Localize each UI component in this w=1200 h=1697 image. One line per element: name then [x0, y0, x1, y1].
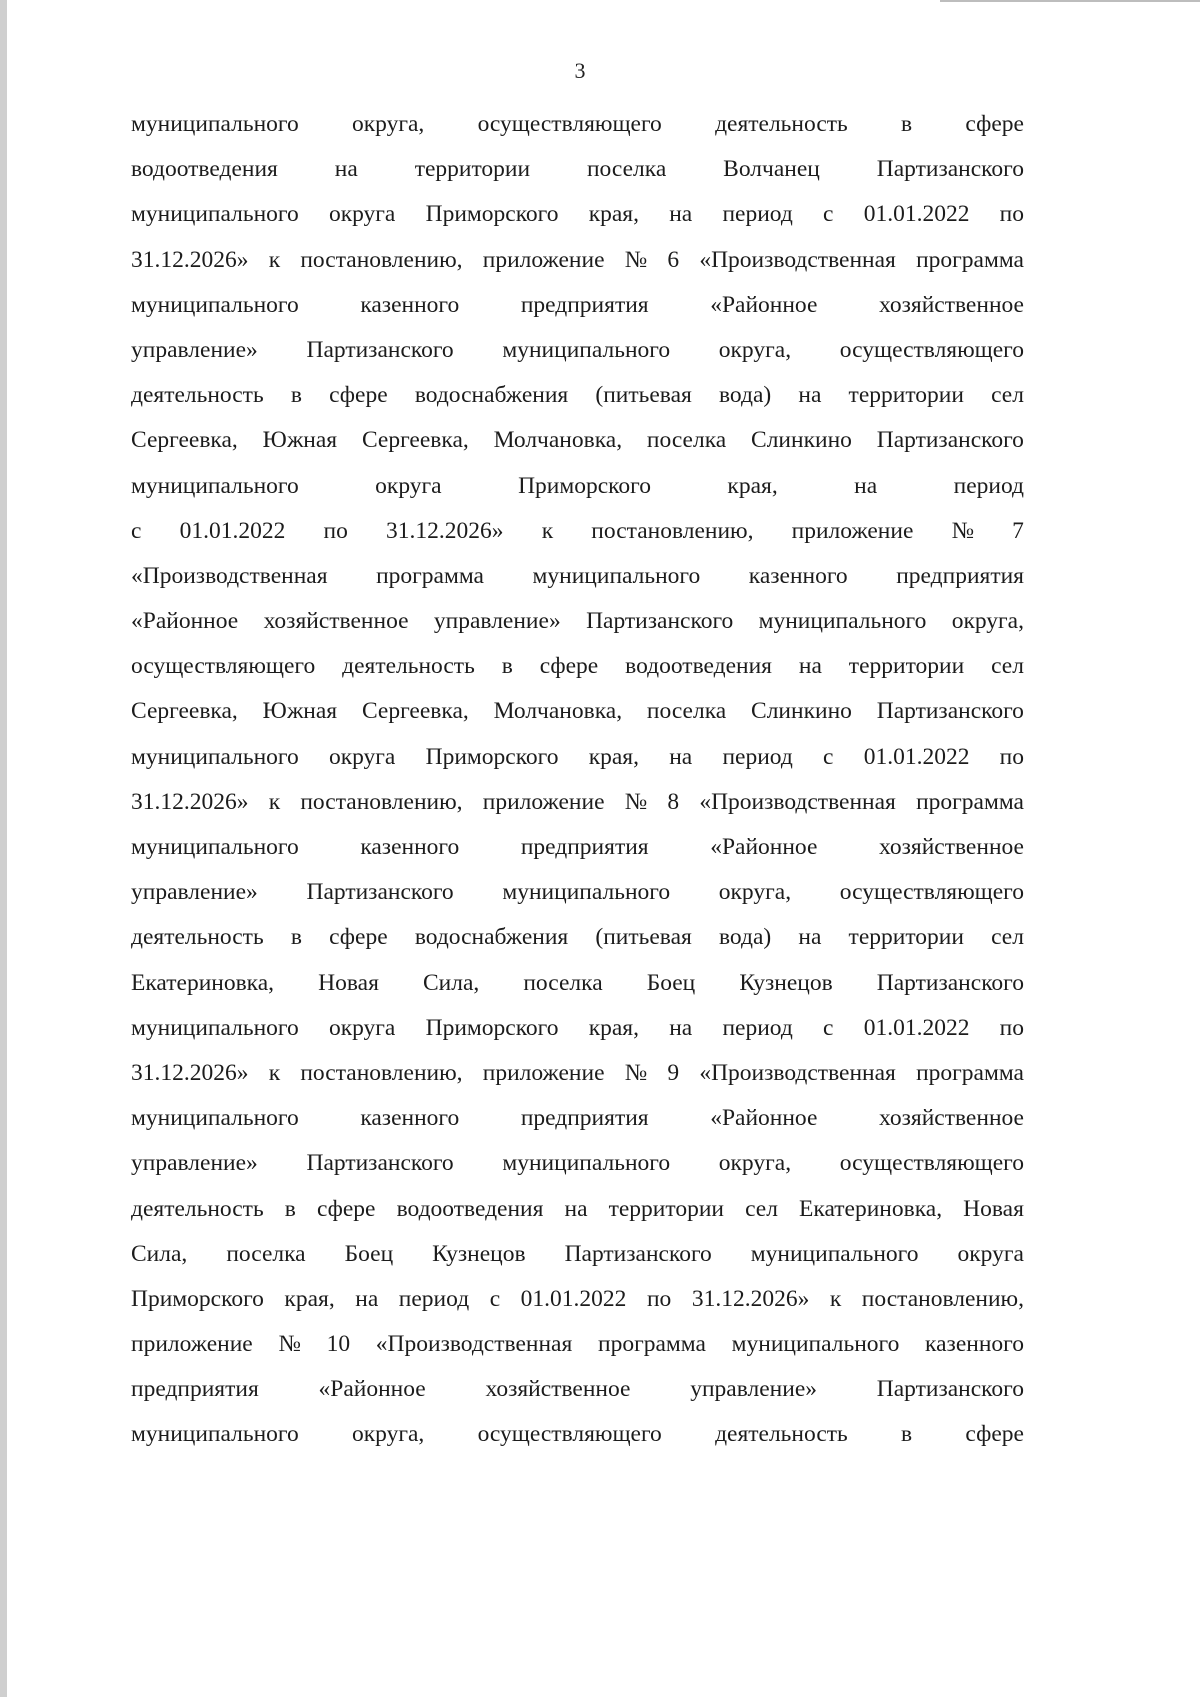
text-line [131, 154, 1024, 199]
text-line [131, 1239, 1024, 1284]
word: (питьевая [595, 382, 692, 409]
word: поселка [523, 969, 603, 996]
word: поселка [226, 1240, 306, 1267]
word: сфере [539, 653, 599, 680]
text-line [131, 1013, 1024, 1058]
word: 31.12.2026» [386, 517, 504, 544]
word: к [541, 517, 554, 544]
word: программа [916, 246, 1024, 273]
word: управление» [131, 336, 258, 363]
word: сфере [316, 1195, 376, 1222]
word: на [355, 1285, 379, 1312]
word: в [501, 653, 513, 680]
word: Новая [963, 1195, 1024, 1222]
word: Партизанского [586, 608, 734, 635]
word: постановлению, [300, 788, 463, 815]
word: края, [727, 472, 778, 499]
word: приложение [791, 517, 914, 544]
word: территории [414, 156, 531, 183]
word: Приморского [518, 472, 651, 499]
word: осуществляющего [839, 336, 1024, 363]
text-line [131, 606, 1024, 651]
word: «Производственная [699, 1059, 896, 1086]
word: Партизанского [876, 427, 1024, 454]
text-line [131, 1374, 1024, 1419]
word: сел [991, 382, 1024, 409]
word: по [999, 1014, 1024, 1041]
word: по [999, 201, 1024, 228]
word: казенного [360, 834, 460, 860]
word: Боец [646, 969, 696, 996]
text-line [131, 516, 1024, 561]
word: «Районное [710, 834, 818, 860]
text-line [131, 1194, 1024, 1239]
word: «Районное [318, 1376, 426, 1403]
word: территории [848, 924, 964, 951]
word: «Производственная [131, 562, 328, 589]
word: хозяйственное [263, 608, 409, 635]
word: на [798, 924, 822, 951]
word: на [669, 1014, 693, 1041]
text-line [131, 787, 1024, 832]
word: Партизанского [306, 336, 454, 363]
word: с [823, 201, 834, 228]
text-line [131, 1148, 1024, 1193]
word: Приморского [131, 1285, 264, 1312]
word: края, [284, 1285, 335, 1312]
word: № [624, 788, 648, 815]
word: Приморского [425, 201, 559, 228]
word: к [829, 1285, 842, 1312]
word: хозяйственное [879, 1105, 1024, 1132]
word: муниципального [502, 879, 671, 906]
word: Екатериновка, [799, 1195, 943, 1222]
word: водоотведения [396, 1195, 544, 1222]
text-line [131, 922, 1024, 967]
word: муниципального [131, 1014, 299, 1041]
word: Молчановка, [493, 698, 623, 725]
word: программа [598, 1331, 706, 1358]
word: Партизанского [876, 156, 1024, 183]
word: муниципального [750, 1240, 919, 1267]
word: на [798, 382, 822, 409]
word: № [278, 1331, 301, 1358]
word: Сергеевка, [361, 427, 469, 454]
word: с [489, 1285, 501, 1312]
word: Молчановка, [493, 427, 623, 454]
text-line [131, 1103, 1024, 1148]
word: казенного [360, 1105, 460, 1132]
word: Волчанец [723, 156, 820, 183]
word: «Районное [710, 1105, 818, 1132]
word: № [624, 246, 648, 273]
word: поселка [646, 427, 727, 454]
word: сфере [329, 924, 388, 951]
text-line [131, 290, 1024, 335]
word: постановлению, [591, 517, 754, 544]
word: на [564, 1195, 588, 1222]
word: на [798, 653, 822, 680]
word: хозяйственное [879, 291, 1024, 318]
word: осуществляющего [477, 1421, 662, 1448]
word: края, [588, 201, 639, 228]
word: предприятия [131, 1376, 259, 1403]
word: 6 [667, 246, 680, 273]
word: «Производственная [375, 1331, 573, 1358]
word: 9 [667, 1059, 680, 1086]
scan-edge [0, 0, 7, 1697]
word: приложение [482, 246, 605, 273]
word: на [334, 156, 358, 183]
word: предприятия [520, 291, 649, 318]
text-line [131, 832, 1024, 877]
word: Сергеевка, [131, 698, 238, 725]
word: муниципального [131, 743, 299, 770]
word: предприятия [520, 1105, 649, 1132]
word: по [323, 517, 348, 544]
word: программа [916, 788, 1024, 815]
word: сел [991, 653, 1024, 680]
word: 31.12.2026» [131, 1059, 249, 1086]
word: 01.01.2022 [863, 743, 970, 770]
word: казенного [925, 1331, 1024, 1358]
word: округа [328, 743, 396, 770]
word: муниципального [131, 1105, 299, 1132]
word: поселка [646, 698, 727, 725]
word: муниципального [131, 201, 299, 228]
word: водоснабжения [414, 382, 569, 409]
text-line [131, 696, 1024, 741]
word: округа, [718, 336, 792, 363]
word: деятельность [715, 1421, 848, 1448]
word: сел [745, 1195, 778, 1222]
word: муниципального [731, 1331, 900, 1358]
text-line [131, 199, 1024, 244]
word: округа [375, 472, 442, 499]
word: муниципального [502, 1150, 671, 1177]
word: округа, [718, 1150, 792, 1177]
word: период [722, 1014, 793, 1041]
word: № [624, 1059, 648, 1086]
text-line [131, 561, 1024, 606]
word: Партизанского [306, 879, 454, 906]
word: постановлению, [300, 246, 463, 273]
word: округа, [718, 879, 792, 906]
word: муниципального [131, 291, 299, 318]
word: водоотведения [131, 156, 278, 183]
word: Южная [262, 698, 338, 725]
word: Кузнецов [739, 969, 833, 996]
word: в [290, 382, 302, 409]
word: с [823, 1014, 834, 1041]
word: Партизанского [876, 698, 1024, 725]
word: программа [916, 1059, 1024, 1086]
word: осуществляющего [131, 653, 316, 680]
word: Сергеевка, [131, 427, 238, 454]
word: округа, [351, 111, 425, 137]
text-line [131, 1419, 1024, 1464]
word: управление» [433, 608, 561, 635]
word: водоотведения [625, 653, 772, 680]
word: сел [991, 924, 1024, 951]
word: Боец [344, 1240, 394, 1267]
word: 31.12.2026» [131, 246, 249, 273]
word: к [268, 788, 281, 815]
word: деятельность [131, 382, 264, 409]
word: в [284, 1195, 296, 1222]
word: постановлению, [861, 1285, 1024, 1312]
word: муниципального [758, 608, 927, 635]
word: Приморского [425, 1014, 559, 1041]
text-line [131, 1058, 1024, 1103]
word: предприятия [896, 562, 1024, 589]
word: с [131, 517, 142, 544]
word: округа [328, 1014, 396, 1041]
word: казенного [360, 291, 460, 318]
word: «Производственная [699, 788, 896, 815]
word: к [268, 1059, 281, 1086]
word: с [823, 743, 834, 770]
word: Сергеевка, [361, 698, 469, 725]
word: 01.01.2022 [863, 201, 970, 228]
word: территории [608, 1195, 724, 1222]
word: Сила, [131, 1240, 188, 1267]
word: приложение [482, 788, 605, 815]
word: осуществляющего [477, 111, 662, 137]
text-line [131, 742, 1024, 787]
word: на [669, 201, 693, 228]
word: в [290, 924, 302, 951]
word: деятельность [131, 924, 264, 951]
word: управление» [131, 1150, 258, 1177]
word: Новая [318, 969, 379, 996]
word: Сила, [422, 969, 480, 996]
word: № [951, 517, 974, 544]
word: сфере [329, 382, 388, 409]
word: муниципального [502, 336, 671, 363]
word: 01.01.2022 [520, 1285, 627, 1312]
word: хозяйственное [485, 1376, 631, 1403]
word: деятельность [715, 111, 848, 137]
text-line [131, 380, 1024, 425]
word: «Районное [131, 608, 239, 635]
word: 01.01.2022 [179, 517, 286, 544]
page-number: 3 [574, 58, 586, 83]
word: по [646, 1285, 672, 1312]
text-line [131, 109, 1024, 154]
word: 01.01.2022 [863, 1014, 970, 1041]
word: к [268, 246, 281, 273]
word: Слинкино [751, 698, 852, 725]
word: Кузнецов [432, 1240, 526, 1267]
text-line [131, 335, 1024, 380]
word: период [722, 201, 793, 228]
text-line [131, 1329, 1024, 1374]
word: сфере [965, 111, 1024, 137]
word: поселка [586, 156, 667, 183]
word: Партизанского [876, 1376, 1024, 1403]
word: 31.12.2026» [131, 788, 249, 815]
text-line [131, 471, 1024, 516]
word: казенного [748, 562, 848, 589]
word: Слинкино [751, 427, 852, 454]
word: 31.12.2026» [691, 1285, 810, 1312]
word: по [999, 743, 1024, 770]
word: территории [848, 382, 964, 409]
word: управление» [690, 1376, 818, 1403]
word: муниципального [131, 834, 299, 860]
word: период [722, 743, 793, 770]
word: Партизанского [306, 1150, 454, 1177]
word: сфере [965, 1421, 1024, 1448]
word: муниципального [131, 111, 299, 137]
word: 7 [1012, 517, 1024, 544]
word: «Производственная [699, 246, 896, 273]
word: приложение [131, 1331, 253, 1358]
word: Екатериновка, [131, 969, 275, 996]
word: период [953, 472, 1024, 499]
word: программа [376, 562, 484, 589]
word: края, [588, 743, 639, 770]
word: муниципального [532, 562, 701, 589]
word: предприятия [520, 834, 649, 860]
word: приложение [482, 1059, 605, 1086]
word: округа [328, 201, 396, 228]
word: Партизанского [876, 969, 1024, 996]
word: управление» [131, 879, 258, 906]
word: на [669, 743, 693, 770]
word: деятельность [342, 653, 475, 680]
text-line [131, 877, 1024, 922]
word: осуществляющего [839, 879, 1024, 906]
word: Приморского [425, 743, 559, 770]
word: (питьевая [595, 924, 692, 951]
word: муниципального [131, 1421, 299, 1448]
word: Партизанского [564, 1240, 712, 1267]
word: на [854, 472, 878, 499]
word: вода) [718, 382, 772, 409]
word: 10 [326, 1331, 351, 1358]
word: водоснабжения [414, 924, 569, 951]
word: деятельность [131, 1195, 264, 1222]
word: Южная [262, 427, 338, 454]
text-line [131, 968, 1024, 1013]
text-line [131, 425, 1024, 470]
text-line [131, 1284, 1024, 1329]
word: округа [957, 1240, 1024, 1267]
word: в [901, 111, 913, 137]
word: осуществляющего [839, 1150, 1024, 1177]
text-line [131, 651, 1024, 696]
word: муниципального [131, 472, 299, 499]
document-body [131, 109, 1024, 1465]
word: округа, [951, 608, 1024, 635]
text-line [131, 245, 1024, 290]
word: 8 [667, 788, 680, 815]
scan-top-mark [940, 0, 1200, 2]
word: территории [848, 653, 965, 680]
word: хозяйственное [879, 834, 1024, 860]
word: вода) [718, 924, 772, 951]
word: края, [588, 1014, 639, 1041]
word: округа, [351, 1421, 425, 1448]
word: «Районное [710, 291, 818, 318]
word: в [901, 1421, 913, 1448]
word: период [398, 1285, 470, 1312]
word: постановлению, [300, 1059, 463, 1086]
